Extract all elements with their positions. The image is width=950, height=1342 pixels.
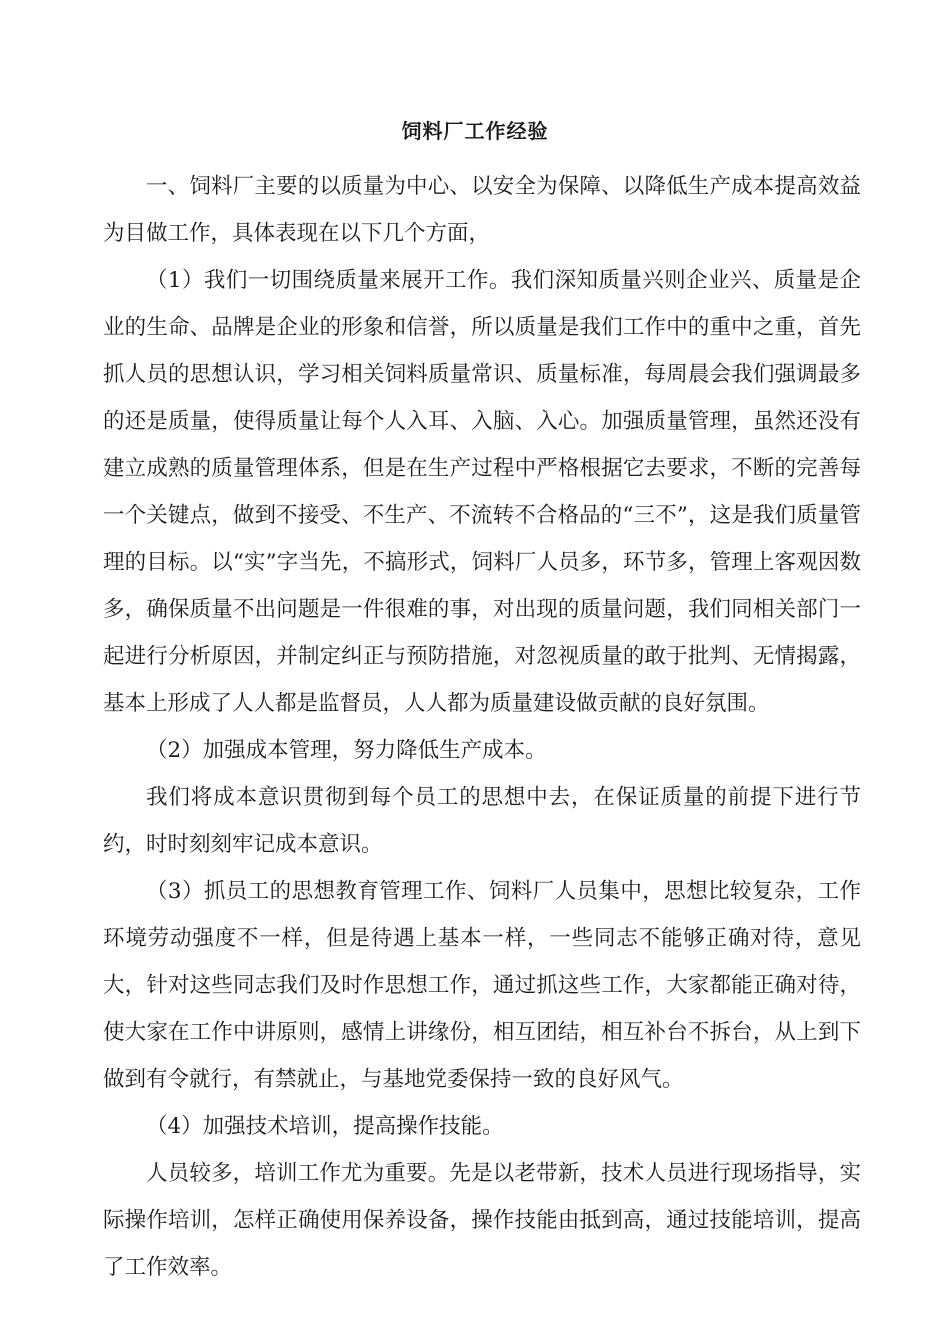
document-title: 饲料厂工作经验 <box>401 119 549 143</box>
paragraph-training: 人员较多，培训工作尤为重要。先是以老带新，技术人员进行现场指导，实际操作培训，怎样正确使用保养设备，操作技能由抵到高，通过技能培训，提高了工作效率。 <box>103 1161 861 1280</box>
paragraph-cost: 我们将成本意识贯彻到每个员工的思想中去，在保证质量的前提下进行节约，时时刻刻牢记成本意识。 <box>103 785 861 857</box>
paragraph-training-heading: （4）加强技术培训，提高操作技能。 <box>146 1114 504 1139</box>
paragraph-staff: （3）抓员工的思想教育管理工作、饲料厂人员集中，思想比较复杂，工作环境劳动强度不一样，但是待遇上基本一样，一些同志不能够正确对待，意见大，针对这些同志我们及时作思想工作，通过抓这些工作，大家都能正确对待，使大家在工作中讲原则，感情上讲缘份，相互团结，相互补台不拆台，从上到下做到有令就行，有禁就止，与基地党委保持一致的良好风气。 <box>103 879 861 1092</box>
paragraph-cost-heading: （2）加强成本管理，努力降低生产成本。 <box>146 738 547 763</box>
paragraph-quality: （1）我们一切围绕质量来展开工作。我们深知质量兴则企业兴、质量是企业的生命、品牌是企业的形象和信誉，所以质量是我们工作中的重中之重，首先抓人员的思想认识，学习相关饲料质量常识、质量标准，每周晨会我们强调最多的还是质量，使得质量让每个人入耳、入脑、入心。加强质量管理，虽然还没有建立成熟的质量管理体系，但是在生产过程中严格根据它去要求，不断的完善每一个关键点，做到不接受、不生产、不流转不合格品的“三不”，这是我们质量管理的目标。以“实”字当先，不搞形式，饲料厂人员多，环节多，管理上客观因数多，确保质量不出问题是一件很难的事，对出现的质量问题，我们同相关部门一起进行分析原因，并制定纠正与预防措施，对忽视质量的敢于批判、无情揭露，基本上形成了人人都是监督员，人人都为质量建设做贡献的良好氛围。 <box>103 268 861 716</box>
document-body <box>103 163 861 1291</box>
paragraph-intro: 一、饲料厂主要的以质量为中心、以安全为保障、以降低生产成本提高效益为目做工作，具体表现在以下几个方面， <box>103 174 861 246</box>
